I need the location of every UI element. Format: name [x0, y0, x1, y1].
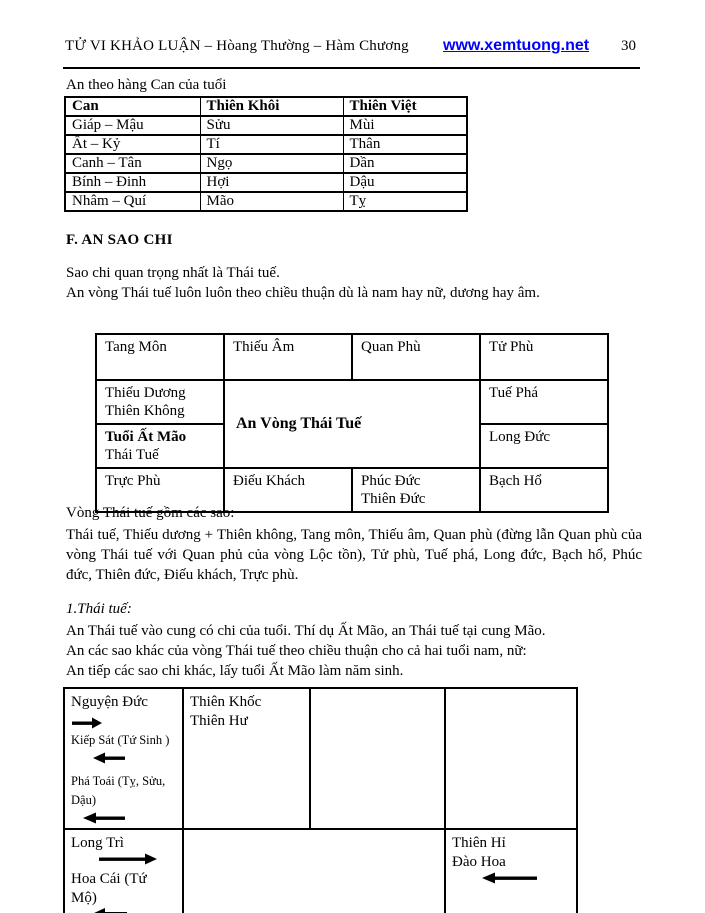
cell: Mão [200, 192, 343, 211]
table-row [65, 116, 467, 135]
cell-thien-hi-dao-hoa [445, 829, 577, 913]
cell: Ất – Kỷ [65, 135, 200, 154]
cell: Canh – Tân [65, 154, 200, 173]
paragraph: An các sao khác của vòng Thái tuế theo chiều thuận cho cả hai tuổi nam, nữ: [66, 643, 527, 659]
cell: Tí [200, 135, 343, 154]
cell: Tỵ [343, 192, 467, 211]
website-link[interactable]: www.xemtuong.net [443, 37, 590, 54]
cell-tuoi-at-mao [96, 424, 224, 468]
star-label: Thiên Không [105, 403, 185, 419]
chi-star-table [63, 687, 578, 913]
paragraph: An Thái tuế vào cung có chi của tuổi. Thí dụ Ất Mão, an Thái tuế tại cung Mão. [66, 623, 546, 639]
can-table-caption: An theo hàng Can của tuổi [66, 77, 227, 93]
table-row [96, 334, 608, 380]
table-row [65, 173, 467, 192]
star-label: Thiếu Dương [105, 385, 186, 401]
paragraph: Thái tuế, Thiếu dương + Thiên không, Tang môn, Thiếu âm, Quan phù (đừng lẫn Quan phù của vòng Thái tuế với Quan phủ của vòng Lộc tồn), Tử phù, Tuế phá, Long đức, Bạch hổ, Phúc đức, Thiên đức, Điếu khách, Trực phù. [66, 527, 642, 583]
paragraph: Vòng Thái tuế gồm các sao: [66, 505, 235, 521]
col-header-can: Can [65, 97, 200, 116]
cell-bach-ho: Bạch Hổ [480, 468, 608, 512]
cell: Nhâm – Quí [65, 192, 200, 211]
paragraph: Sao chi quan trọng nhất là Thái tuế. [66, 265, 280, 281]
cell-thieu-am: Thiếu Âm [224, 334, 352, 380]
table-row [65, 192, 467, 211]
cell: Dậu [343, 173, 467, 192]
table-row [96, 380, 608, 424]
star-label: Đào Hoa [452, 854, 506, 870]
cell: Dần [343, 154, 467, 173]
cell-empty [445, 688, 577, 829]
cell-thien-khoc-hu [183, 688, 310, 829]
star-label: Long Trì [71, 835, 124, 851]
arrow-left-icon [482, 872, 570, 884]
star-label: Nguyện Đức [71, 694, 148, 710]
arrow-left-icon [93, 752, 176, 764]
table-row [65, 135, 467, 154]
cell: Thân [343, 135, 467, 154]
cell-quan-phu: Quan Phù [352, 334, 480, 380]
table-row [64, 688, 577, 829]
arrow-left-icon [93, 908, 176, 913]
cell-thieu-duong-thien-khong [96, 380, 224, 424]
cell-nguyen-duc-group [64, 688, 183, 829]
star-label: Thiên Khốc [190, 694, 262, 710]
paragraph-block [66, 621, 545, 681]
star-label: Tuổi Ất Mão [105, 429, 187, 445]
thai-tue-ring-table [95, 333, 609, 513]
table-header-row [65, 97, 467, 116]
cell-long-duc: Long Đức [480, 424, 608, 468]
paragraph: An vòng Thái tuế luôn luôn theo chiều thuận dù là nam hay nữ, dương hay âm. [66, 285, 540, 301]
cell-tue-pha: Tuế Phá [480, 380, 608, 424]
cell-truc-phu: Trực Phù [96, 468, 224, 512]
cell: Mùi [343, 116, 467, 135]
cell: Giáp – Mậu [65, 116, 200, 135]
cell-empty-merged [183, 829, 445, 913]
cell-center-title: An Vòng Thái Tuế [224, 380, 480, 468]
col-header-thien-khoi: Thiên Khôi [200, 97, 343, 116]
table-row [64, 829, 577, 913]
cell-empty [310, 688, 445, 829]
section-heading: F. AN SAO CHI [66, 232, 173, 248]
star-label: Thiên Đức [361, 491, 426, 507]
arrow-right-icon [72, 717, 102, 729]
star-label: Phúc Đức [361, 473, 421, 489]
subsection-heading: 1.Thái tuế: [66, 601, 132, 617]
cell-dieu-khach: Điếu Khách [224, 468, 352, 512]
star-label: Hoa Cái (Tứ Mộ) [71, 871, 147, 906]
can-table [64, 96, 468, 212]
cell-phuc-duc-thien-duc [352, 468, 480, 512]
cell: Sửu [200, 116, 343, 135]
cell: Ngọ [200, 154, 343, 173]
page-number: 30 [621, 38, 636, 54]
star-label: Thiên Hỉ [452, 835, 506, 851]
header-divider [63, 67, 640, 69]
cell: Bính – Đinh [65, 173, 200, 192]
paragraph: An tiếp các sao chi khác, lấy tuổi Ất Mão làm năm sinh. [66, 663, 404, 679]
star-label: Thiên Hư [190, 713, 248, 729]
star-label: Thái Tuế [105, 447, 159, 463]
star-line [71, 693, 176, 731]
cell-tang-mon: Tang Môn [96, 334, 224, 380]
arrow-left-icon [83, 812, 176, 824]
col-header-thien-viet: Thiên Việt [343, 97, 467, 116]
arrow-right-icon [99, 853, 176, 865]
table-row [65, 154, 467, 173]
star-label: Phá Toái (Tỵ, Sửu, Dậu) [71, 774, 166, 807]
cell: Hợi [200, 173, 343, 192]
star-label: Kiếp Sát (Tứ Sinh ) [71, 733, 170, 747]
cell-long-tri-group [64, 829, 183, 913]
document-title: TỬ VI KHẢO LUẬN – Hòang Thường – Hàm Chương [65, 38, 409, 54]
cell-tu-phu: Tử Phù [480, 334, 608, 380]
